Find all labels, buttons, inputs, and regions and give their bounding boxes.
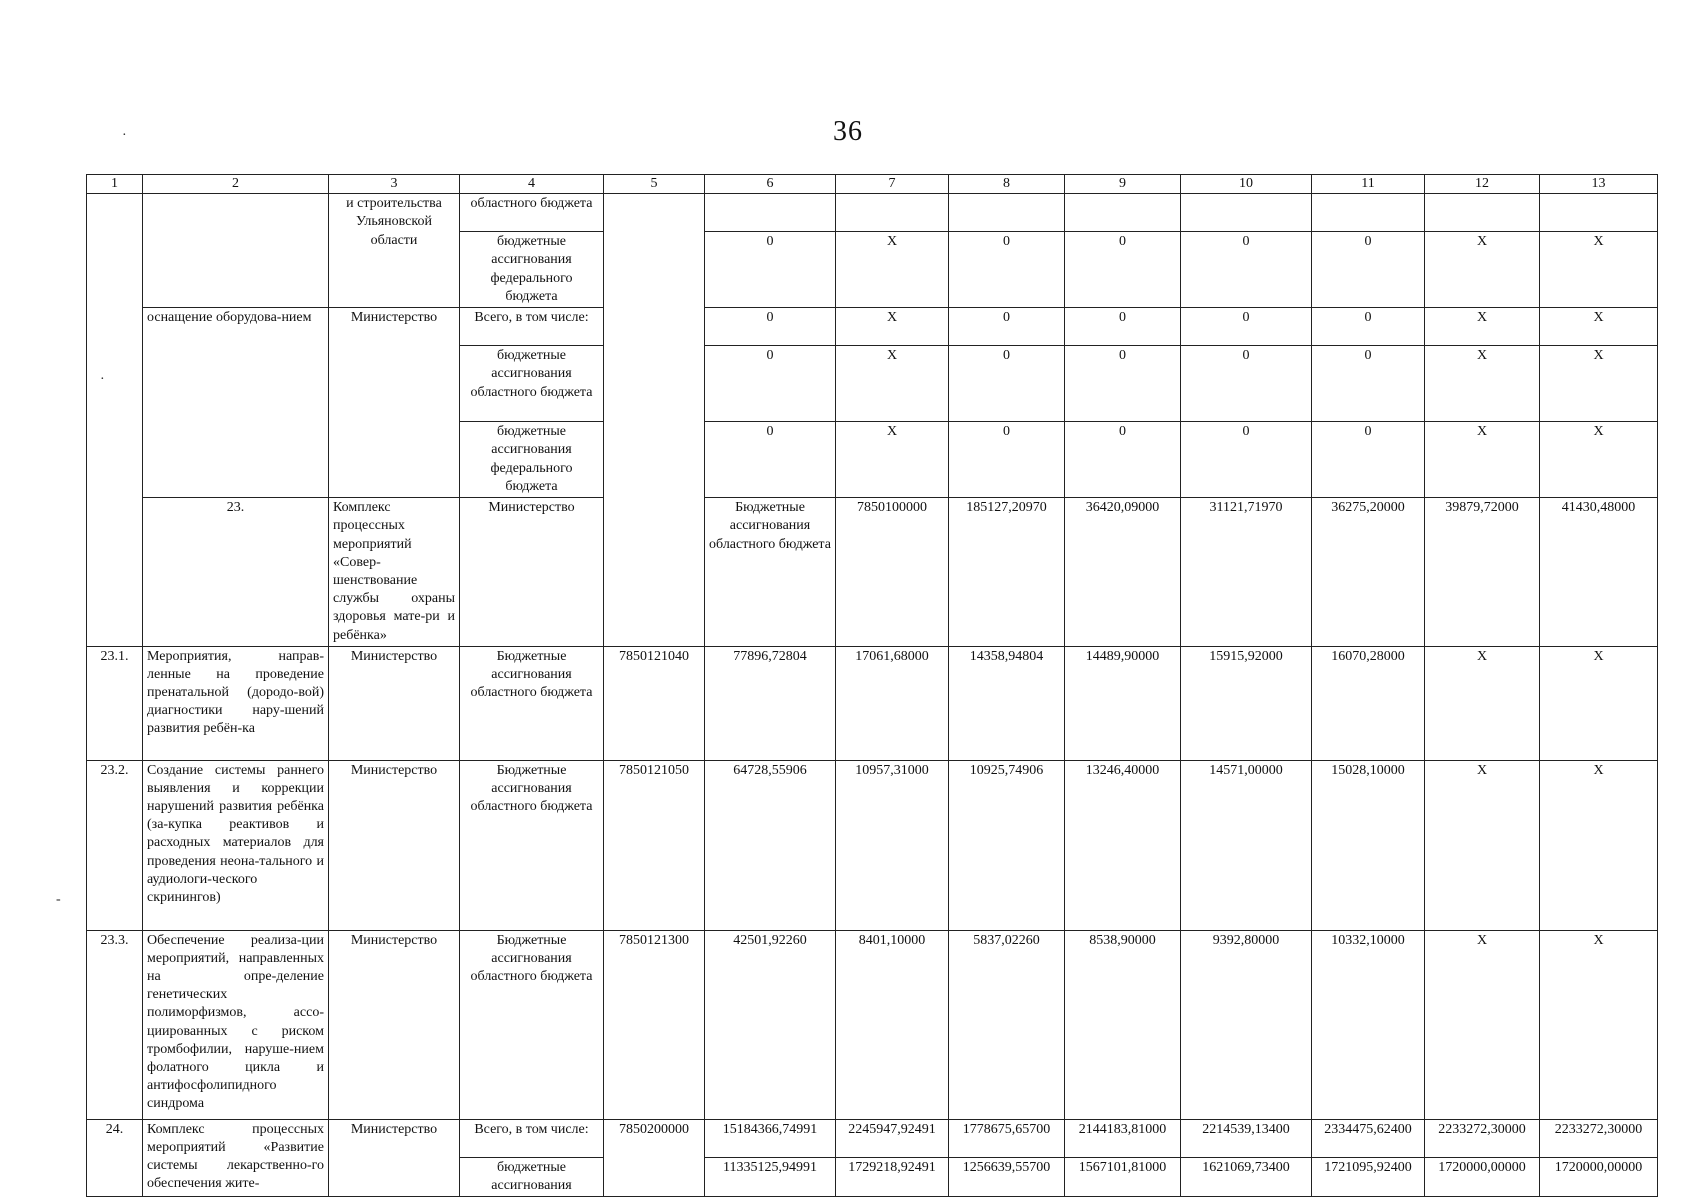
value-cell: 2334475,62400 [1312,1119,1425,1157]
funding-source: Бюджетные ассигнования областного бюджета [460,930,604,1119]
value-cell: 0 [1181,346,1312,422]
value-cell: 0 [949,232,1065,308]
table-row [87,194,1658,232]
value-cell: Х [1540,930,1658,1119]
value-cell: Х [1540,760,1658,930]
margin-dot: - [56,892,61,907]
value-cell: Х [836,308,949,346]
ministry-cell: Министерство [460,498,604,647]
column-number: 8 [949,175,1065,194]
value-cell: 16070,28000 [1312,646,1425,760]
value-cell: 1721095,92400 [1312,1157,1425,1196]
column-number: 12 [1425,175,1540,194]
table-row [87,1119,1658,1157]
value-cell [705,194,836,232]
value-cell: 14571,00000 [1181,760,1312,930]
column-number-row [87,175,1658,194]
value-cell: 0 [1181,308,1312,346]
value-cell: 77896,72804 [705,646,836,760]
value-cell: 9392,80000 [1181,930,1312,1119]
value-cell: 2214539,13400 [1181,1119,1312,1157]
value-cell: Х [836,232,949,308]
value-cell: 10957,31000 [836,760,949,930]
value-cell: Х [836,422,949,498]
value-cell: Х [1425,308,1540,346]
value-cell: 17061,68000 [836,646,949,760]
value-cell: 1567101,81000 [1065,1157,1181,1196]
table-row [87,930,1658,1119]
funding-source: Всего, в том числе: [460,1119,604,1157]
value-cell: Х [1425,646,1540,760]
ministry-cell: Министерство [329,646,460,760]
funding-source: Бюджетные ассигнования областного бюджета [460,760,604,930]
ministry-cell: Министерство [329,1119,460,1196]
value-cell: Х [1425,422,1540,498]
value-cell: 36275,20000 [1312,498,1425,647]
row-number-cell [87,194,143,647]
funding-source: областного бюджета [460,194,604,232]
column-number: 3 [329,175,460,194]
code-cell: 7850121050 [604,760,705,930]
value-cell: 2233272,30000 [1540,1119,1658,1157]
value-cell: 2245947,92491 [836,1119,949,1157]
column-number: 9 [1065,175,1181,194]
ministry-cell: Министерство [329,760,460,930]
row-number: 24. [87,1119,143,1196]
funding-source: Бюджетные ассигнования областного бюджета [460,646,604,760]
table-row [87,760,1658,930]
value-cell: 0 [1312,232,1425,308]
column-number: 10 [1181,175,1312,194]
funding-source: бюджетные ассигнования [460,1157,604,1196]
value-cell: 1778675,65700 [949,1119,1065,1157]
value-cell: 0 [949,422,1065,498]
value-cell [949,194,1065,232]
value-cell: 0 [1065,232,1181,308]
value-cell: 14489,90000 [1065,646,1181,760]
value-cell: 0 [949,308,1065,346]
ministry-cell: Министерство [329,930,460,1119]
column-number: 13 [1540,175,1658,194]
value-cell [1425,194,1540,232]
value-cell: 5837,02260 [949,930,1065,1119]
code-cell: 7850121040 [604,646,705,760]
value-cell: 42501,92260 [705,930,836,1119]
value-cell: 13246,40000 [1065,760,1181,930]
table-row [87,308,1658,346]
column-number: 1 [87,175,143,194]
code-cell: 7850100000 [836,498,949,647]
value-cell: 15028,10000 [1312,760,1425,930]
value-cell: Х [1425,930,1540,1119]
row-name-cell: Обеспечение реализа-ции мероприятий, направленных на опре-деление генетических полиморфизмов, ассо-циированных с риском тромбофилии, наруше-нием фолатного цикла и антифосфолипидного синдрома [143,930,329,1119]
row-name-cell: оснащение оборудова-нием [143,308,329,498]
value-cell: Х [1425,346,1540,422]
row-name-cell: Мероприятия, направ-ленные на проведение пренатальной (дородо-вой) диагностики нару-шений развития ребён-ка [143,646,329,760]
value-cell: 14358,94804 [949,646,1065,760]
value-cell: Х [1425,232,1540,308]
funding-source: Всего, в том числе: [460,308,604,346]
value-cell: Х [1540,232,1658,308]
row-name-cell [143,194,329,308]
value-cell: 1720000,00000 [1425,1157,1540,1196]
value-cell: 1621069,73400 [1181,1157,1312,1196]
value-cell: 1256639,55700 [949,1157,1065,1196]
budget-table [86,174,1658,1197]
funding-source: бюджетные ассигнования федерального бюджета [460,422,604,498]
margin-dot: · [100,372,105,387]
value-cell: Х [1425,760,1540,930]
funding-source: бюджетные ассигнования федерального бюджета [460,232,604,308]
value-cell: Х [1540,308,1658,346]
row-number: 23.3. [87,930,143,1119]
value-cell: 64728,55906 [705,760,836,930]
value-cell: 185127,20970 [949,498,1065,647]
value-cell: 15184366,74991 [705,1119,836,1157]
value-cell: 0 [705,232,836,308]
value-cell: 8401,10000 [836,930,949,1119]
code-cell: 7850121300 [604,930,705,1119]
value-cell: 0 [1312,308,1425,346]
value-cell [1312,194,1425,232]
margin-dot: · [122,128,127,143]
column-number: 11 [1312,175,1425,194]
value-cell [1540,194,1658,232]
ministry-cell: Министерство [329,308,460,498]
page-number: 36 [833,116,863,147]
row-name-cell: Комплекс процессных мероприятий «Развитие системы лекарственно-го обеспечения жите- [143,1119,329,1196]
table-row [87,498,1658,647]
value-cell: 0 [1065,308,1181,346]
value-cell: 0 [705,308,836,346]
column-number: 5 [604,175,705,194]
value-cell: Х [1540,422,1658,498]
row-name-cell: Создание системы раннего выявления и коррекции нарушений развития ребёнка (за-купка реактивов и расходных материалов для проведения неона-тального и аудиологи-ческого скринингов) [143,760,329,930]
value-cell: 36420,09000 [1065,498,1181,647]
row-number: 23. [143,498,329,647]
value-cell: Х [1540,346,1658,422]
value-cell: 2144183,81000 [1065,1119,1181,1157]
funding-source: бюджетные ассигнования областного бюджета [460,346,604,422]
value-cell: 41430,48000 [1540,498,1658,647]
value-cell: Х [836,346,949,422]
value-cell: Х [1540,646,1658,760]
value-cell: 11335125,94991 [705,1157,836,1196]
value-cell: 10332,10000 [1312,930,1425,1119]
value-cell: 39879,72000 [1425,498,1540,647]
value-cell: 0 [1181,422,1312,498]
row-number: 23.2. [87,760,143,930]
value-cell: 0 [705,346,836,422]
value-cell: 0 [1065,422,1181,498]
code-cell: 7850200000 [604,1119,705,1196]
code-cell [604,194,705,647]
value-cell: 0 [1312,422,1425,498]
column-number: 6 [705,175,836,194]
value-cell: 10925,74906 [949,760,1065,930]
value-cell: 1720000,00000 [1540,1157,1658,1196]
funding-source: Бюджетные ассигнования областного бюджета [705,498,836,647]
value-cell: 0 [1181,232,1312,308]
table-row [87,646,1658,760]
row-number: 23.1. [87,646,143,760]
column-number: 2 [143,175,329,194]
value-cell: 0 [1065,346,1181,422]
value-cell [1065,194,1181,232]
value-cell [1181,194,1312,232]
value-cell: 0 [1312,346,1425,422]
value-cell: 31121,71970 [1181,498,1312,647]
column-number: 4 [460,175,604,194]
value-cell: 8538,90000 [1065,930,1181,1119]
column-number: 7 [836,175,949,194]
value-cell: 15915,92000 [1181,646,1312,760]
row-name-cell: Комплекс процессных мероприятий «Совер-шенствование службы охраны здоровья мате-ри и ребёнка» [329,498,460,647]
value-cell: 2233272,30000 [1425,1119,1540,1157]
value-cell [836,194,949,232]
value-cell: 0 [705,422,836,498]
ministry-cell: и строительства Ульяновской области [329,194,460,308]
value-cell: 1729218,92491 [836,1157,949,1196]
value-cell: 0 [949,346,1065,422]
